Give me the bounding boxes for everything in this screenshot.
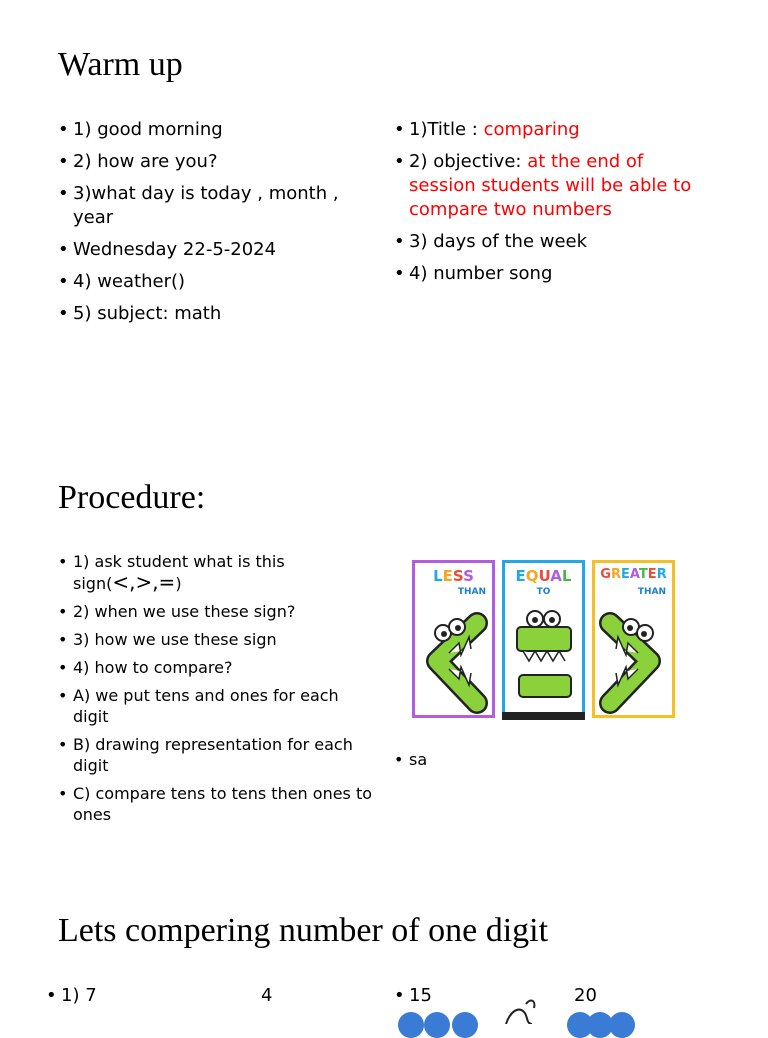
list-item: • 2) when we use these sign? (58, 601, 378, 622)
row2-label: • 15 (394, 984, 474, 1008)
list-item: • 3) how we use these sign (58, 629, 378, 650)
title-item (394, 118, 714, 142)
warmup-left-list (58, 118, 358, 334)
comparing-title: Lets compering number of one digit (58, 912, 549, 949)
warmup-title: Warm up (58, 46, 183, 83)
less-than-poster (412, 560, 495, 718)
list-item: • 2) how are you? (58, 150, 358, 174)
poster-sub: THAN (637, 587, 666, 597)
poster-word: EQUAL (515, 567, 572, 585)
row1-list (46, 984, 126, 1016)
crocodile-less-icon (415, 603, 492, 715)
row1-label: • 1) 7 (46, 984, 126, 1008)
list-item: • B) drawing representation for each digit (58, 734, 363, 776)
list-item: • 5) subject: math (58, 302, 358, 326)
counter-dot (452, 1012, 478, 1038)
crocodile-equal-icon (505, 603, 582, 715)
row2-value: 20 (574, 985, 597, 1006)
list-item: • 4) number song (394, 262, 714, 286)
objective-item (394, 150, 714, 222)
poster-word: GREATER (600, 567, 667, 582)
list-item: • 3) days of the week (394, 230, 714, 254)
procedure-title: Procedure: (58, 479, 206, 516)
list-item: • 1) good morning (58, 118, 358, 142)
signs: <,>,= (112, 570, 176, 594)
title-label: 1)Title : (409, 119, 484, 140)
poster-footer-logo (502, 712, 585, 720)
list-item: • 3)what day is today , month , year (58, 182, 343, 230)
counter-dot (609, 1012, 635, 1038)
list-item: • sa (394, 749, 494, 770)
note-list (394, 749, 494, 777)
poster-sub: THAN (457, 587, 486, 597)
counter-dot (424, 1012, 450, 1038)
crocodile-greater-icon (595, 603, 672, 715)
poster-sub: TO (536, 587, 551, 597)
procedure-q1: • 1) ask student what is this sign(<,>,=) (58, 551, 313, 594)
list-item: • 4) weather() (58, 270, 358, 294)
row1-value: 4 (261, 985, 273, 1006)
equal-to-poster (502, 560, 585, 718)
objective-text: at the end of session students will be able to compare two numbers (409, 151, 692, 220)
sketch-drawing-icon (496, 996, 556, 1024)
poster-word: LESS (433, 567, 474, 585)
list-item: • A) we put tens and ones for each digit (58, 685, 378, 727)
greater-than-poster (592, 560, 675, 718)
procedure-list (58, 551, 378, 832)
objective-label: 2) objective: (409, 151, 528, 172)
warmup-right-list (394, 118, 714, 294)
list-item: • 4) how to compare? (58, 657, 378, 678)
list-item: • Wednesday 22-5-2024 (58, 238, 358, 262)
list-item: • C) compare tens to tens then ones to ones (58, 783, 378, 825)
counter-dot (398, 1012, 424, 1038)
lesson-title: comparing (483, 119, 580, 140)
